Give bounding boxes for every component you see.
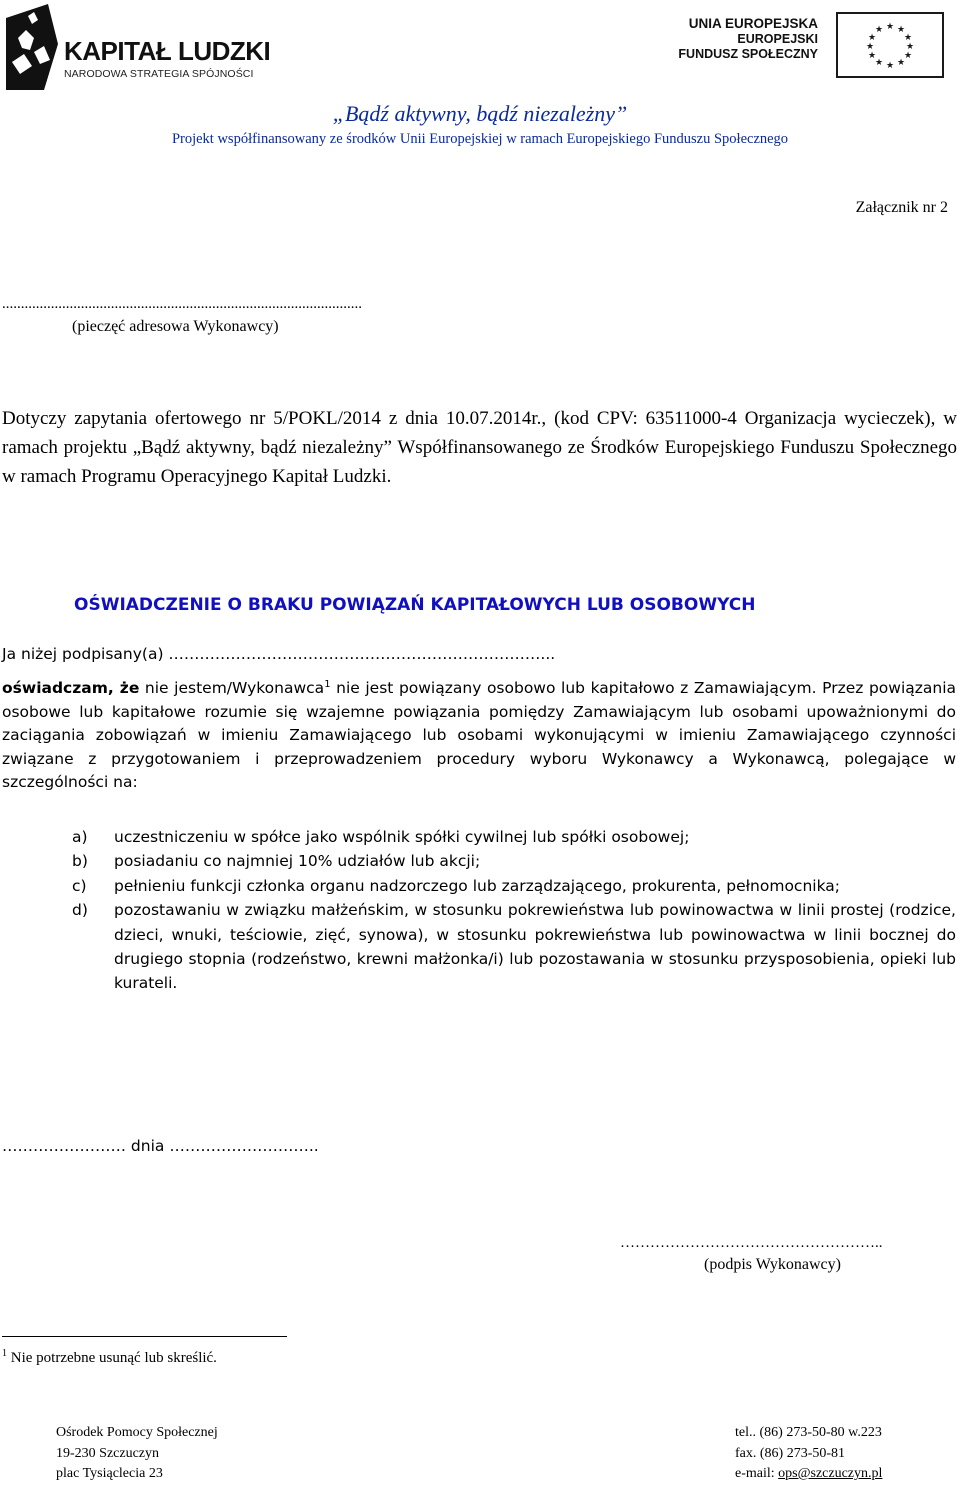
list-marker: a) (72, 828, 88, 846)
footer-email-label: e-mail: (735, 1466, 779, 1481)
stamp-dotted-line: ................................................................................................ (2, 296, 362, 312)
svg-text:★: ★ (896, 58, 906, 68)
kapital-ludzki-logo (0, 0, 270, 100)
eu-logo-text (628, 16, 818, 62)
svg-text:★: ★ (903, 51, 913, 61)
svg-text:★: ★ (903, 33, 913, 43)
signer-line: Ja niżej podpisany(a) ………………………………………………………………... (2, 645, 556, 663)
footer-org-name: Ośrodek Pomocy Społecznej (56, 1425, 218, 1440)
statement-part-1: nie jestem/Wykonawca (139, 679, 325, 697)
signature-dotted-line: …………………………………………….. (620, 1235, 883, 1251)
declaration-body (2, 677, 956, 795)
list-item-text: pozostawaniu w związku małżeńskim, w stosunku pokrewieństwa lub powinowactwa w linii prostej (rodzice, dzieci, wnuki, teściowie, zięć, synowa), w stosunku pokrewieństwa lub powinowactwa w linii bocznej do drugiego stopnia (rodzeństwo, krewni małżonka/i) lub pozostawania w stosunku przysposobienia, opieki lub kurateli. (114, 901, 956, 993)
stamp-label: (pieczęć adresowa Wykonawcy) (72, 318, 279, 335)
place-date-line: …………………… dnia ……………………….. (2, 1137, 319, 1155)
svg-text:★: ★ (885, 22, 895, 32)
project-title: „Bądź aktywny, bądź niezależny” (332, 101, 628, 126)
list-marker: b) (72, 852, 88, 871)
footnote (2, 1348, 217, 1367)
footer-fax: fax. (86) 273-50-81 (735, 1445, 846, 1461)
email-link[interactable]: ops@szczuczyn.pl (778, 1466, 883, 1481)
svg-text:★: ★ (867, 51, 877, 61)
kapital-ludzki-subtitle: NARODOWA STRATEGIA SPÓJNOŚCI (64, 68, 254, 80)
footnote-separator (2, 1336, 287, 1337)
list-item-text: uczestniczeniu w spółce jako wspólnik spółki cywilnej lub spółki osobowej; (114, 828, 690, 846)
footer-email-line (735, 1464, 882, 1485)
attachment-number: Załącznik nr 2 (855, 199, 948, 216)
list-item-text: posiadaniu co najmniej 10% udziałów lub akcji; (114, 852, 481, 871)
statement-part-2: nie jest powiązany osobowo lub kapitałowo z Zamawiającym. Przez powiązania osobowe lub kapitałowe rozumie się wzajemne powiązania pomiędzy Zamawiającym lub osobami upoważnionymi do zaciągania zobowiązań w imieniu Zamawiającego lub osobami wykonującymi w imieniu Zamawiającego czynności związane z przygotowaniem i przeprowadzeniem procedury wyboru Wykonawcy a Wykonawcą, polegające w szczególności na: (2, 679, 957, 792)
footnote-text: Nie potrzebne usunąć lub skreślić. (7, 1350, 217, 1366)
footer-org-street: plac Tysiąclecia 23 (56, 1466, 163, 1481)
statement-bold: oświadczam, że (2, 679, 140, 697)
footnote-number: 1 (2, 1348, 7, 1359)
kapital-ludzki-name: KAPITAŁ LUDZKI (64, 36, 271, 66)
declaration-heading: OŚWIADCZENIE O BRAKU POWIĄZAŃ KAPITAŁOWYCH LUB OSOBOWYCH (74, 595, 756, 615)
footnote-ref: 1 (324, 678, 331, 690)
footer-org-city: 19-230 Szczuczyn (56, 1445, 160, 1461)
declaration-list (2, 825, 956, 996)
eu-flag-icon (836, 12, 944, 78)
footer-contact (735, 1423, 882, 1485)
list-marker: d) (72, 901, 88, 920)
list-item-text: pełnieniu funkcji członka organu nadzorczego lub zarządzającego, prokurenta, pełnomocnika; (114, 876, 841, 895)
svg-text:★: ★ (896, 25, 906, 35)
eu-line-2: EUROPEJSKI (737, 32, 818, 46)
list-item (2, 898, 956, 996)
svg-text:★: ★ (867, 33, 877, 43)
list-item (2, 874, 956, 898)
svg-text:★: ★ (905, 42, 915, 52)
svg-text:★: ★ (885, 61, 895, 71)
intro-paragraph: Dotyczy zapytania ofertowego nr 5/POKL/2014 z dnia 10.07.2014r., (kod CPV: 63511000-4 Organizacja wycieczek), w ramach projektu „Bądź aktywny, bądź niezależny” Współfinansowanego ze Środków Europejskiego Funduszu Społecznego w ramach Programu Operacyjnego Kapitał Ludzki. (2, 408, 957, 487)
project-subtitle: Projekt współfinansowany ze środków Unii Europejskiej w ramach Europejskiego Funduszu Społecznego (171, 131, 789, 147)
list-item (2, 849, 956, 873)
svg-text:★: ★ (874, 25, 884, 35)
footer-address (56, 1423, 218, 1485)
signature-label: (podpis Wykonawcy) (704, 1256, 841, 1273)
footer-tel: tel.. (86) 273-50-80 w.223 (735, 1425, 882, 1440)
svg-text:★: ★ (865, 42, 875, 52)
eu-line-1: UNIA EUROPEJSKA (688, 16, 818, 31)
list-item (2, 825, 956, 849)
eu-line-3: FUNDUSZ SPOŁECZNY (678, 47, 818, 61)
svg-text:★: ★ (874, 58, 884, 68)
list-marker: c) (72, 876, 87, 895)
kapital-ludzki-emblem-icon (4, 4, 60, 92)
